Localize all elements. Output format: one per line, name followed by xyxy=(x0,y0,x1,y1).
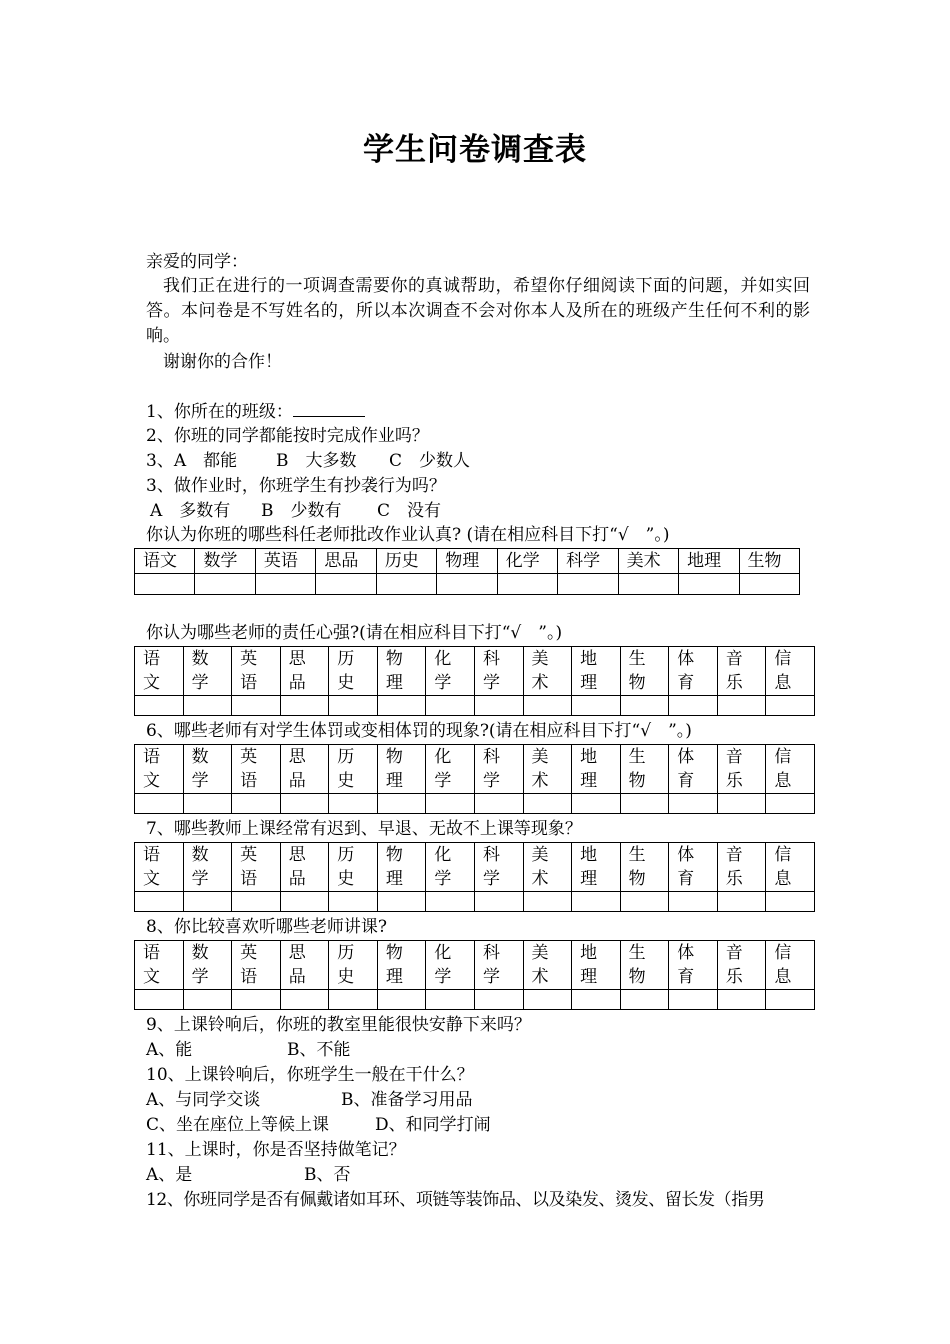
answer-cell[interactable] xyxy=(377,892,426,912)
thanks-text: 谢谢你的合作！ xyxy=(163,352,282,372)
subject-cell: 体育 xyxy=(677,845,695,889)
answer-cell[interactable] xyxy=(183,794,232,814)
page-title: 学生问卷调查表 xyxy=(363,132,587,168)
question-11-options xyxy=(146,1163,816,1187)
answer-cell[interactable] xyxy=(135,892,184,912)
subject-cell: 音乐 xyxy=(725,649,743,693)
subject-cell: 物理 xyxy=(385,649,403,693)
answer-cell[interactable] xyxy=(620,794,669,814)
subject-cell: 地理 xyxy=(580,943,598,987)
subject-cell: 物理 xyxy=(385,943,403,987)
option-b[interactable]: B、否 xyxy=(304,1165,351,1185)
subject-cell: 物理 xyxy=(385,747,403,791)
option-b[interactable]: B、不能 xyxy=(287,1040,351,1060)
subject-cell: 思品 xyxy=(288,747,306,791)
subject-cell: 语文 xyxy=(135,549,195,574)
subject-cell: 历史 xyxy=(337,747,355,791)
answer-cell[interactable] xyxy=(183,990,232,1010)
subject-cell: 信息 xyxy=(774,747,792,791)
subject-table-attendance xyxy=(134,842,815,912)
answer-cell[interactable] xyxy=(766,892,815,912)
subject-cell: 音乐 xyxy=(725,943,743,987)
subject-cell: 科学 xyxy=(558,549,618,574)
answer-cell[interactable] xyxy=(766,696,815,716)
subject-cell: 生物 xyxy=(628,747,646,791)
answer-cell[interactable] xyxy=(280,990,329,1010)
subject-table-punishment xyxy=(134,744,815,814)
question-9: 9、上课铃响后，你班的教室里能很快安静下来吗？ xyxy=(146,1015,531,1035)
question-11: 11、上课时，你是否坚持做笔记？ xyxy=(146,1140,406,1160)
question-10: 10、上课铃响后，你班学生一般在干什么？ xyxy=(146,1065,474,1085)
answer-cell[interactable] xyxy=(739,574,799,595)
table-header-row xyxy=(135,647,815,696)
answer-cell[interactable] xyxy=(195,574,255,595)
question-5: 你认为哪些老师的责任心强?(请在相应科目下打“√ ”。) xyxy=(146,623,563,643)
subject-cell: 化学 xyxy=(434,943,452,987)
answer-cell[interactable] xyxy=(523,990,572,1010)
subject-cell: 历史 xyxy=(376,549,436,574)
answer-row xyxy=(135,892,815,912)
answer-cell[interactable] xyxy=(572,794,621,814)
subject-cell: 生物 xyxy=(739,549,799,574)
subject-cell: 语文 xyxy=(143,943,160,987)
subject-cell: 数学 xyxy=(191,747,209,791)
answer-cell[interactable] xyxy=(280,696,329,716)
subject-cell: 思品 xyxy=(288,943,306,987)
option-a[interactable]: A 多数有 xyxy=(150,501,231,521)
subject-cell: 美术 xyxy=(618,549,678,574)
answer-cell[interactable] xyxy=(329,696,378,716)
greeting: 亲爱的同学： xyxy=(146,252,248,272)
subject-cell: 思品 xyxy=(288,845,306,889)
answer-cell[interactable] xyxy=(316,574,376,595)
subject-cell: 英语 xyxy=(240,943,258,987)
answer-cell[interactable] xyxy=(232,990,281,1010)
answer-cell[interactable] xyxy=(474,892,523,912)
question-1 xyxy=(146,399,816,424)
subject-cell: 历史 xyxy=(337,943,355,987)
answer-cell[interactable] xyxy=(329,794,378,814)
answer-cell[interactable] xyxy=(523,794,572,814)
subject-cell: 地理 xyxy=(580,649,598,693)
subject-cell: 生物 xyxy=(628,649,646,693)
answer-cell[interactable] xyxy=(766,794,815,814)
answer-cell[interactable] xyxy=(183,892,232,912)
answer-cell[interactable] xyxy=(558,574,618,595)
answer-cell[interactable] xyxy=(474,990,523,1010)
answer-cell[interactable] xyxy=(669,990,718,1010)
subject-cell: 物理 xyxy=(437,549,497,574)
subject-cell: 数学 xyxy=(191,845,209,889)
subject-cell: 科学 xyxy=(482,747,500,791)
subject-cell: 体育 xyxy=(677,747,695,791)
answer-cell[interactable] xyxy=(572,696,621,716)
question-4: 你认为你班的哪些科任老师批改作业认真? (请在相应科目下打“√ ”。) xyxy=(146,525,670,545)
answer-cell[interactable] xyxy=(669,794,718,814)
subject-cell: 语文 xyxy=(143,845,160,889)
answer-cell[interactable] xyxy=(376,574,436,595)
answer-cell[interactable] xyxy=(135,574,195,595)
answer-cell[interactable] xyxy=(255,574,315,595)
answer-cell[interactable] xyxy=(766,990,815,1010)
subject-cell: 英语 xyxy=(255,549,315,574)
subject-cell: 历史 xyxy=(337,649,355,693)
question-10-options-row-2 xyxy=(146,1113,816,1137)
question-12: 12、你班同学是否有佩戴诸如耳环、项链等装饰品、以及染发、烫发、留长发（指男 xyxy=(146,1190,765,1210)
subject-cell: 美术 xyxy=(531,845,549,889)
subject-cell: 物理 xyxy=(385,845,403,889)
answer-cell[interactable] xyxy=(572,892,621,912)
option-c[interactable]: C 没有 xyxy=(377,501,442,521)
answer-cell[interactable] xyxy=(523,892,572,912)
subject-cell: 生物 xyxy=(628,845,646,889)
question-3-options xyxy=(150,499,820,523)
subject-cell: 体育 xyxy=(677,943,695,987)
subject-table-responsibility xyxy=(134,646,815,716)
subject-cell: 地理 xyxy=(580,747,598,791)
answer-cell[interactable] xyxy=(717,892,766,912)
subject-cell: 音乐 xyxy=(725,747,743,791)
answer-cell[interactable] xyxy=(426,696,475,716)
answer-cell[interactable] xyxy=(135,990,184,1010)
subject-cell: 信息 xyxy=(774,845,792,889)
answer-cell[interactable] xyxy=(620,696,669,716)
subject-cell: 美术 xyxy=(531,649,549,693)
option-a[interactable]: A、是 xyxy=(146,1165,193,1185)
subject-cell: 英语 xyxy=(240,747,258,791)
answer-cell[interactable] xyxy=(497,574,557,595)
question-3: 3、做作业时，你班学生有抄袭行为吗？ xyxy=(146,476,446,496)
answer-cell[interactable] xyxy=(717,990,766,1010)
subject-cell: 地理 xyxy=(580,845,598,889)
option-d[interactable]: D、和同学打闹 xyxy=(375,1115,491,1135)
subject-cell: 数学 xyxy=(195,549,255,574)
option-c[interactable]: C 少数人 xyxy=(389,451,471,471)
answer-row xyxy=(135,696,815,716)
question-2-options xyxy=(146,449,816,473)
answer-cell[interactable] xyxy=(232,892,281,912)
subject-cell: 美术 xyxy=(531,943,549,987)
subject-cell: 体育 xyxy=(677,649,695,693)
answer-cell[interactable] xyxy=(620,990,669,1010)
answer-row xyxy=(135,794,815,814)
subject-cell: 地理 xyxy=(679,549,739,574)
subject-cell: 化学 xyxy=(434,649,452,693)
intro-paragraph: 我们正在进行的一项调查需要你的真诚帮助，希望你仔细阅读下面的问题，并如实回答。本问卷是不写姓名的，所以本次调查不会对你本人及所在的班级产生任何不利的影响。 xyxy=(146,276,810,346)
subject-cell: 历史 xyxy=(337,845,355,889)
answer-cell[interactable] xyxy=(437,574,497,595)
answer-cell[interactable] xyxy=(572,990,621,1010)
subject-table-homework xyxy=(134,548,800,595)
answer-cell[interactable] xyxy=(717,794,766,814)
subject-cell: 语文 xyxy=(143,747,160,791)
table-header-row xyxy=(135,745,815,794)
answer-cell[interactable] xyxy=(377,794,426,814)
answer-cell[interactable] xyxy=(183,696,232,716)
answer-cell[interactable] xyxy=(474,794,523,814)
subject-cell: 英语 xyxy=(240,649,258,693)
subject-cell: 化学 xyxy=(434,845,452,889)
subject-cell: 数学 xyxy=(191,649,209,693)
subject-cell: 科学 xyxy=(482,943,500,987)
answer-cell[interactable] xyxy=(717,696,766,716)
subject-cell: 音乐 xyxy=(725,845,743,889)
subject-cell: 信息 xyxy=(774,943,792,987)
answer-row xyxy=(135,574,800,595)
answer-cell[interactable] xyxy=(135,794,184,814)
answer-cell[interactable] xyxy=(474,696,523,716)
question-9-options xyxy=(146,1038,816,1062)
answer-cell[interactable] xyxy=(377,990,426,1010)
answer-cell[interactable] xyxy=(280,794,329,814)
subject-cell: 科学 xyxy=(482,649,500,693)
subject-table-favorite xyxy=(134,940,815,1010)
subject-cell: 化学 xyxy=(434,747,452,791)
answer-row xyxy=(135,990,815,1010)
question-6: 6、哪些老师有对学生体罚或变相体罚的现象?(请在相应科目下打“√ ”。) xyxy=(146,721,692,741)
subject-cell: 思品 xyxy=(316,549,376,574)
subject-cell: 科学 xyxy=(482,845,500,889)
subject-cell: 化学 xyxy=(497,549,557,574)
table-header-row xyxy=(135,843,815,892)
subject-cell: 美术 xyxy=(531,747,549,791)
subject-cell: 生物 xyxy=(628,943,646,987)
option-c[interactable]: C、坐在座位上等候上课 xyxy=(146,1115,330,1135)
option-a[interactable]: A、与同学交谈 xyxy=(146,1090,261,1110)
answer-cell[interactable] xyxy=(377,696,426,716)
answer-cell[interactable] xyxy=(618,574,678,595)
class-blank[interactable] xyxy=(293,399,365,417)
question-8: 8、你比较喜欢听哪些老师讲课? xyxy=(146,917,387,937)
option-b[interactable]: B 大多数 xyxy=(276,451,357,471)
answer-cell[interactable] xyxy=(426,892,475,912)
answer-cell[interactable] xyxy=(620,892,669,912)
answer-cell[interactable] xyxy=(523,696,572,716)
table-header-row xyxy=(135,941,815,990)
subject-cell: 英语 xyxy=(240,845,258,889)
answer-cell[interactable] xyxy=(135,696,184,716)
subject-cell: 思品 xyxy=(288,649,306,693)
option-a[interactable]: 3、A 都能 xyxy=(146,451,238,471)
question-10-options-row-1 xyxy=(146,1088,816,1112)
option-a[interactable]: A、能 xyxy=(146,1040,193,1060)
subject-cell: 语文 xyxy=(143,649,160,693)
answer-cell[interactable] xyxy=(669,892,718,912)
question-1-text: 1、你所在的班级： xyxy=(146,402,293,422)
answer-cell[interactable] xyxy=(232,794,281,814)
table-header-row xyxy=(135,549,800,574)
option-b[interactable]: B、准备学习用品 xyxy=(341,1090,473,1110)
answer-cell[interactable] xyxy=(426,794,475,814)
answer-cell[interactable] xyxy=(329,990,378,1010)
answer-cell[interactable] xyxy=(232,696,281,716)
answer-cell[interactable] xyxy=(669,696,718,716)
answer-cell[interactable] xyxy=(329,892,378,912)
option-b[interactable]: B 少数有 xyxy=(261,501,342,521)
answer-cell[interactable] xyxy=(426,990,475,1010)
question-2: 2、你班的同学都能按时完成作业吗？ xyxy=(146,426,429,446)
question-7: 7、哪些教师上课经常有迟到、早退、无故不上课等现象？ xyxy=(146,819,582,839)
subject-cell: 信息 xyxy=(774,649,792,693)
answer-cell[interactable] xyxy=(679,574,739,595)
subject-cell: 数学 xyxy=(191,943,209,987)
answer-cell[interactable] xyxy=(280,892,329,912)
